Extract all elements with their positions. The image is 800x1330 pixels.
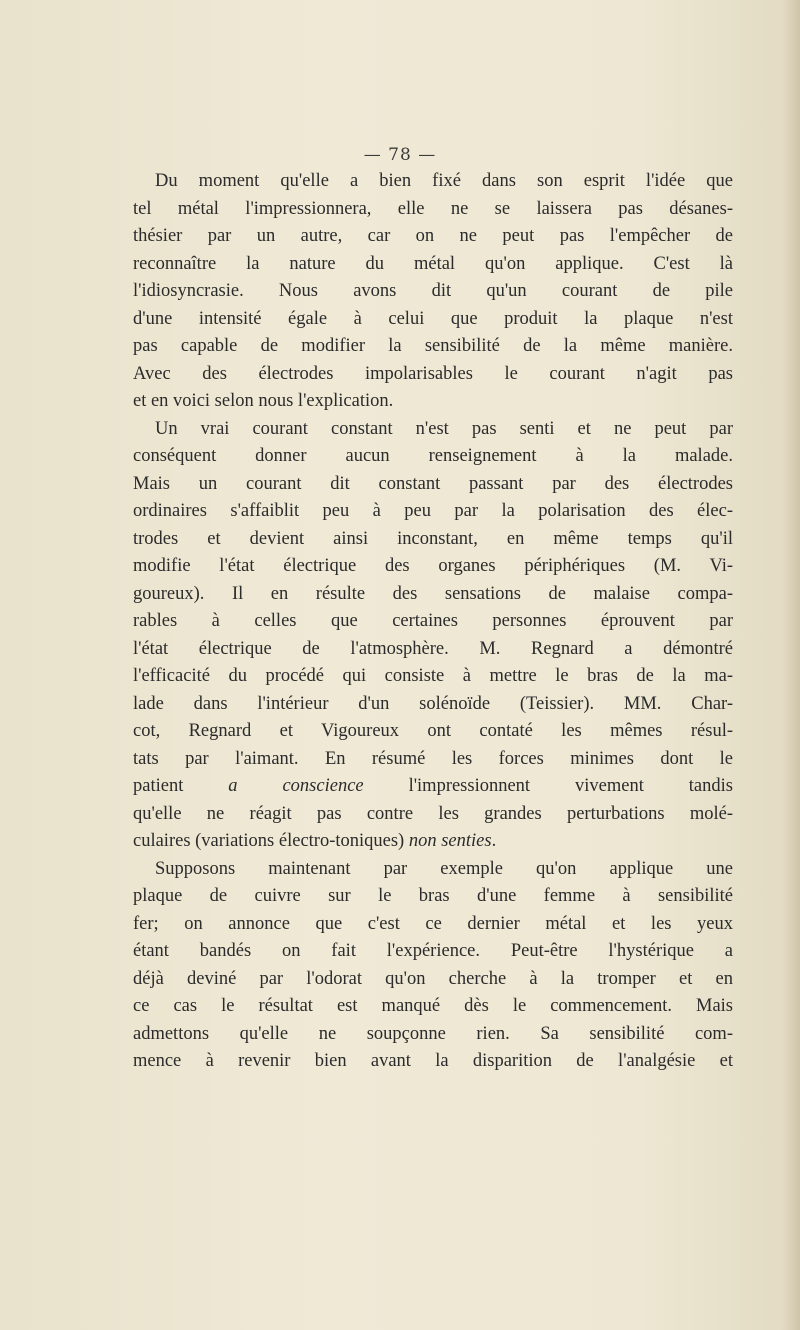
text-line [133, 251, 733, 279]
text-line [133, 223, 733, 251]
text-line-content: Du moment qu'elle a bien fixé dans son esprit l'idée que [155, 171, 733, 191]
text-line-content: lade dans l'intérieur d'un solénoïde (Teissier). MM. Char- [133, 693, 733, 714]
text-line-content: étant bandés on fait l'expérience. Peut-être l'hystérique a [133, 941, 733, 961]
text-line-content: l'efficacité du procédé qui consiste à mettre le bras de la ma- [133, 666, 733, 686]
text-line [133, 883, 733, 911]
text-line [133, 416, 733, 444]
text-line [133, 1021, 733, 1049]
text-line [133, 526, 733, 554]
text-line [133, 966, 733, 994]
text-line-content: culaires (variations électro-toniques) [133, 831, 409, 851]
text-line-content: goureux). Il en résulte des sensations de malaise compa- [133, 583, 733, 604]
text-line [133, 718, 733, 746]
text-line [133, 746, 733, 774]
text-line-content: tel métal l'impressionnera, elle ne se laissera pas désanes- [133, 198, 733, 219]
page-number: — 78 — [363, 145, 437, 165]
text-line-content: cot, Regnard et Vigoureux ont contaté les mêmes résul- [133, 721, 733, 741]
text-line [133, 773, 733, 801]
text-line [133, 471, 733, 499]
text-line-content: déjà deviné par l'odorat qu'on cherche à la tromper et en [133, 968, 733, 989]
italic-phrase: non senties [408, 831, 492, 851]
text-line [133, 196, 733, 224]
text-line-content: qu'elle ne réagit pas contre les grandes perturbations molé- [133, 803, 733, 824]
text-line [133, 801, 733, 829]
text-line [133, 1048, 733, 1076]
text-line [133, 581, 733, 609]
text-line [133, 911, 733, 939]
text-line-content: Mais un courant dit constant passant par des électrodes [133, 473, 733, 494]
text-line [133, 691, 733, 719]
text-line-content: et en voici selon nous l'explication. [133, 391, 394, 411]
text-line [133, 278, 733, 306]
text-line-content: fer; on annonce que c'est ce dernier métal et les yeux [133, 913, 733, 934]
text-line-content: plaque de cuivre sur le bras d'une femme à sensibilité [133, 886, 733, 906]
text-line [133, 168, 733, 196]
text-line-content: modifie l'état électrique des organes périphériques (M. Vi- [133, 556, 733, 576]
text-line [133, 498, 733, 526]
text-line [133, 333, 733, 361]
text-line-content: mence à revenir bien avant la disparition de l'analgésie et [133, 1051, 733, 1071]
text-line-content: trodes et devient ainsi inconstant, en même temps qu'il [133, 528, 733, 549]
text-line [133, 306, 733, 334]
text-line-content: thésier par un autre, car on ne peut pas l'empêcher de [133, 226, 733, 246]
text-line [133, 663, 733, 691]
text-line-content: admettons qu'elle ne soupçonne rien. Sa sensibilité com- [133, 1023, 733, 1044]
text-line-content: rables à celles que certaines personnes éprouvent par [133, 611, 733, 631]
text-line-content: l'idiosyncrasie. Nous avons dit qu'un courant de pile [133, 281, 733, 301]
text-line [133, 856, 733, 884]
text-line-content: Un vrai courant constant n'est pas senti et ne peut par [155, 418, 733, 439]
text-line-content: l'état électrique de l'atmosphère. M. Regnard a démontré [133, 638, 733, 659]
text-line-content: Supposons maintenant par exemple qu'on applique une [155, 858, 733, 879]
text-line-content: tats par l'aimant. En résumé les forces minimes dont le [133, 748, 733, 769]
text-line-content: pas capable de modifier la sensibilité de la même manière. [133, 336, 733, 356]
italic-phrase: a conscience [228, 776, 364, 796]
text-line [133, 388, 733, 416]
text-line-content: ce cas le résultat est manqué dès le commencement. Mais [133, 996, 733, 1016]
text-line-content: conséquent donner aucun renseignement à la malade. [133, 446, 733, 466]
text-line-content: ordinaires s'affaiblit peu à peu par la polarisation des élec- [133, 501, 733, 521]
text-line-content: patient [133, 776, 229, 796]
text-line-content: Avec des électrodes impolarisables le courant n'agit pas [133, 363, 733, 384]
text-line [133, 938, 733, 966]
page-edge-shadow [782, 0, 800, 1330]
text-line [133, 553, 733, 581]
text-line [133, 828, 733, 856]
text-line-tail: . [491, 831, 497, 851]
text-line-content: d'une intensité égale à celui que produit la plaque n'est [133, 308, 733, 329]
text-line [133, 636, 733, 664]
text-line [133, 443, 733, 471]
text-line-tail: l'impressionnent vivement tandis [363, 776, 733, 796]
text-line-content: reconnaître la nature du métal qu'on applique. C'est là [133, 253, 733, 274]
text-line [133, 993, 733, 1021]
body-text [133, 168, 733, 1076]
text-line [133, 361, 733, 389]
text-line [133, 608, 733, 636]
